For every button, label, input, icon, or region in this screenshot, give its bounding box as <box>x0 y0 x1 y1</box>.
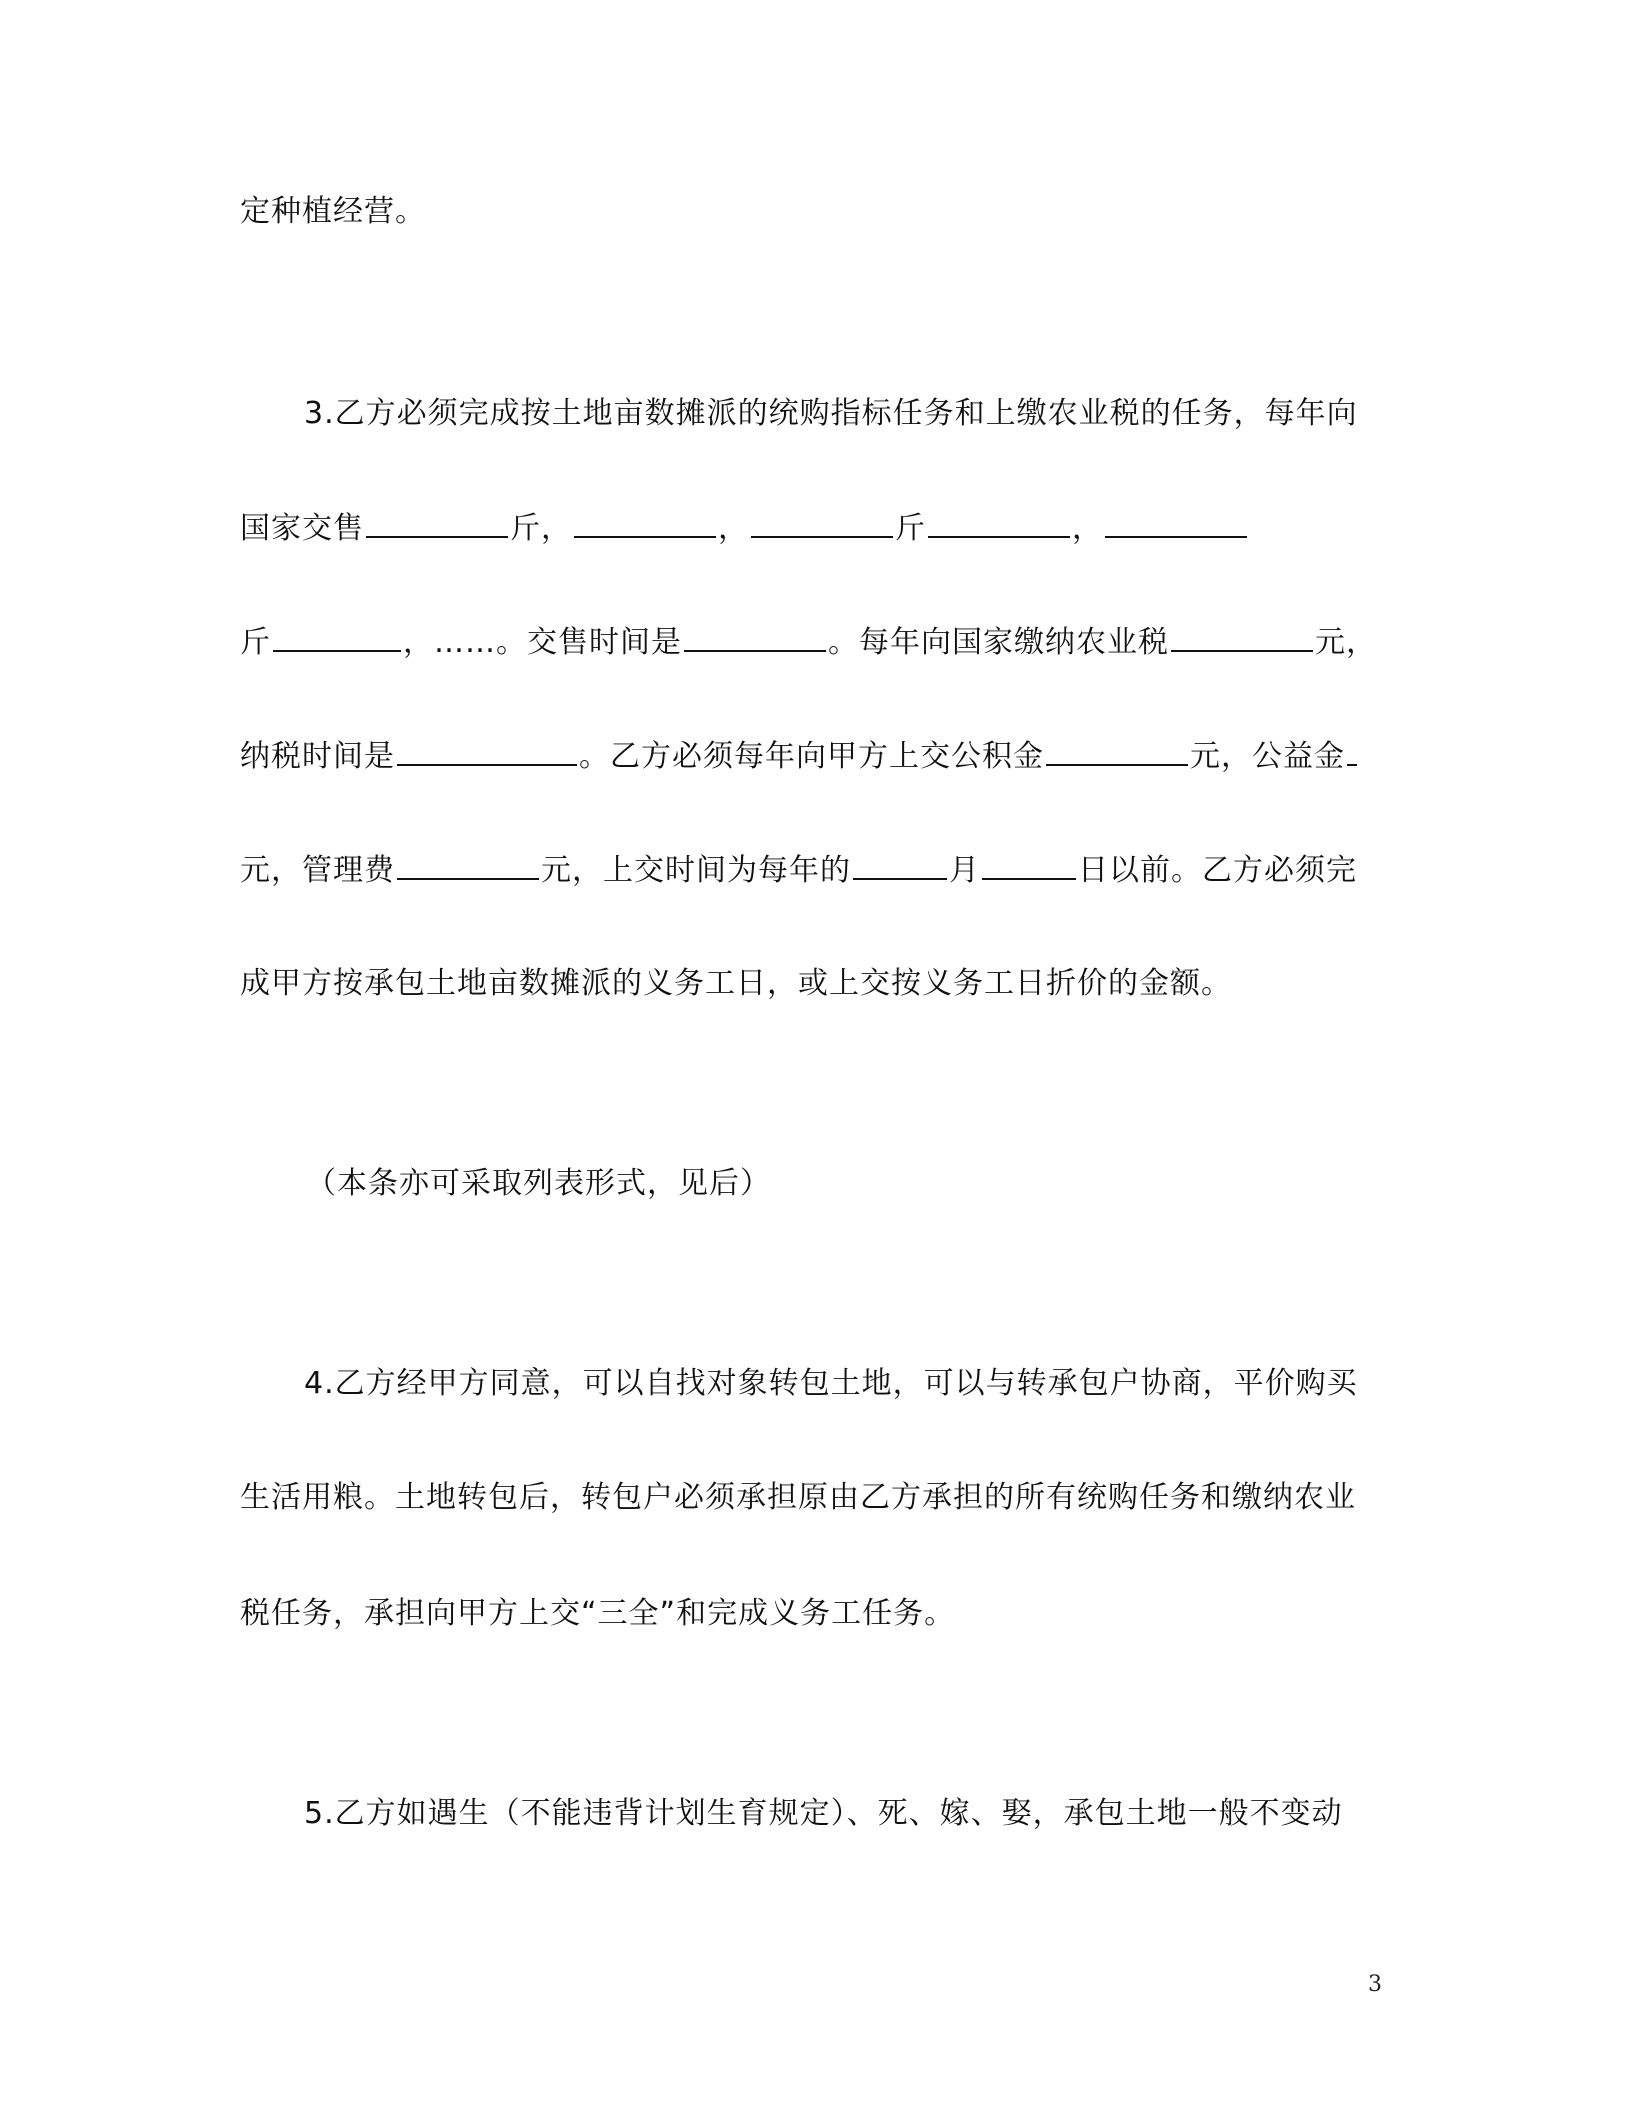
fill-blank[interactable] <box>366 506 508 538</box>
clause-3-line-4 <box>240 734 1359 777</box>
clause-4-line-2: 生活用粮。土地转包后，转包户必须承担原由乙方承担的所有统购任务和缴纳农业 <box>240 1480 1356 1515</box>
clause-3-line-6: 成甲方按承包土地亩数摊派的义务工日，或上交按义务工日折价的金额。 <box>240 966 1232 1001</box>
fill-blank[interactable] <box>1046 734 1188 766</box>
clause-text: 元，公益金 <box>1190 739 1345 774</box>
page-number: 3 <box>1368 1972 1382 1997</box>
fill-blank[interactable] <box>1171 620 1313 652</box>
clause-4-line-1: 4.乙方经甲方同意，可以自找对象转包土地，可以与转承包户协商，平价购买 <box>304 1366 1358 1401</box>
fill-blank[interactable] <box>751 506 893 538</box>
paragraph-continuation: 定种植经营。 <box>240 194 426 229</box>
clause-text: 斤 <box>895 511 926 546</box>
clause-text: 。乙方必须每年向甲方上交公积金 <box>579 739 1044 774</box>
clause-text: 月 <box>949 853 980 888</box>
fill-blank[interactable] <box>684 620 826 652</box>
fill-blank[interactable] <box>574 506 716 538</box>
clause-text: ， <box>718 511 749 546</box>
clause-text: 元，管理费 <box>240 853 395 888</box>
clause-text: 国家交售 <box>240 511 364 546</box>
clause-text: 斤 <box>240 625 271 660</box>
clause-text: 纳税时间是 <box>240 739 395 774</box>
clause-text: 日以前。乙方必须完 <box>1078 853 1357 888</box>
fill-blank[interactable] <box>928 506 1070 538</box>
clause-text: 元，上交时间为每年的 <box>541 853 851 888</box>
fill-blank[interactable] <box>397 734 577 766</box>
fill-blank[interactable] <box>982 848 1076 880</box>
clause-3-line-1: 3.乙方必须完成按土地亩数摊派的统购指标任务和上缴农业税的任务，每年向 <box>304 396 1358 431</box>
clause-text: ，……。交售时间是 <box>403 625 682 660</box>
fill-blank[interactable] <box>853 848 947 880</box>
fill-blank[interactable] <box>1347 734 1357 766</box>
clause-text: 。每年向国家缴纳农业税 <box>828 625 1169 660</box>
fill-blank[interactable] <box>1105 506 1247 538</box>
fill-blank[interactable] <box>397 848 539 880</box>
clause-text: 元， <box>1315 625 1377 660</box>
clause-text: 斤， <box>510 511 572 546</box>
clause-4-line-3: 税任务，承担向甲方上交“三全”和完成义务工任务。 <box>240 1596 956 1631</box>
clause-3-line-5 <box>240 848 1357 891</box>
clause-3-line-3 <box>240 620 1377 663</box>
fill-blank[interactable] <box>273 620 401 652</box>
clause-text: ， <box>1072 511 1103 546</box>
clause-note: （本条亦可采取列表形式，见后） <box>306 1166 771 1201</box>
clause-3-line-2 <box>240 506 1249 549</box>
clause-5-line-1: 5.乙方如遇生（不能违背计划生育规定）、死、嫁、娶，承包土地一般不变动 <box>304 1796 1343 1831</box>
